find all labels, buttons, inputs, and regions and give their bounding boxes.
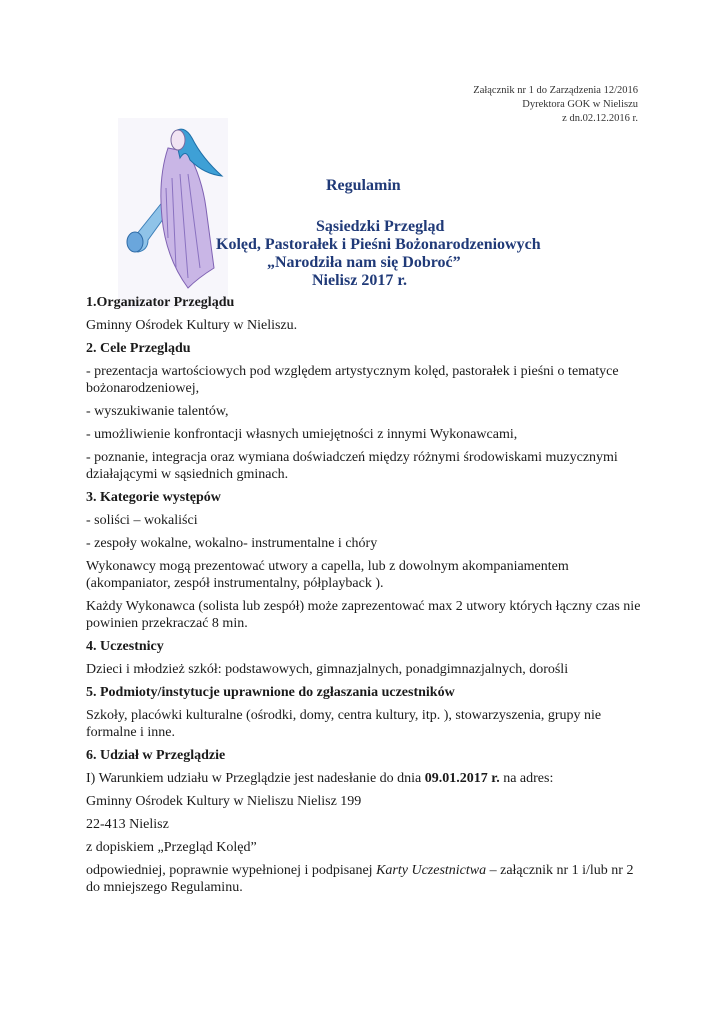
angel-drawing [118, 118, 228, 308]
section-3-item-2: - zespoły wokalne, wokalno- instrumentalne i chóry [86, 536, 378, 551]
section-5-text: Szkoły, placówki kulturalne (ośrodki, domy, centra kultury, itp. ), stowarzyszenia, grupy nie formalne i inne. [86, 708, 602, 740]
section-6-heading: 6. Udział w Przeglądzie [86, 748, 226, 763]
section-4-text: Dzieci i młodzież szkół: podstawowych, gimnazjalnych, ponadgimnazjalnych, dorośli [86, 662, 569, 677]
subtitle-line-2: Kolęd, Pastorałek i Pieśni Bożonarodzeniowych [216, 236, 541, 253]
section-2-item-2: - wyszukiwanie talentów, [86, 404, 229, 419]
subtitle-line-1: Sąsiedzki Przegląd [316, 218, 445, 235]
section-1-text: Gminny Ośrodek Kultury w Nieliszu. [86, 318, 298, 333]
address-line-1: Gminny Ośrodek Kultury w Nieliszu Nielisz 199 [86, 794, 362, 809]
section-4-heading: 4. Uczestnicy [86, 639, 164, 654]
section-6-deadline [86, 770, 642, 787]
section-2-item-1: - prezentacja wartościowych pod względem artystycznym kolęd, pastorałek i pieśni o tematyce bożonarodzeniowej, [86, 364, 619, 396]
section-3-item-1: - soliści – wokaliści [86, 513, 198, 528]
section-5-heading: 5. Podmioty/instytucje uprawnione do zgłaszania uczestników [86, 685, 455, 700]
section-1-heading: 1.Organizator Przeglądu [86, 295, 235, 310]
deadline-tail: na adres: [499, 771, 554, 786]
form-text-tail: – załącznik nr 1 i/lub nr 2 do mniejszego Regulaminu. [86, 863, 634, 895]
subtitle-line-3: „Narodziła nam się Dobroć” [267, 254, 461, 271]
address-line-2: 22-413 Nielisz [86, 817, 169, 832]
section-3-text-2: Każdy Wykonawca (solista lub zespół) może zaprezentować max 2 utwory których łączny czas nie powinien przekraczać 8 min. [86, 599, 641, 631]
annex-line-1: Załącznik nr 1 do Zarządzenia 12/2016 [473, 85, 638, 96]
deadline-date: 09.01.2017 r. [424, 771, 500, 786]
form-text-lead: odpowiedniej, poprawnie wypełnionej i podpisanej [86, 863, 377, 878]
section-3-heading: 3. Kategorie występów [86, 490, 221, 505]
address-note: z dopiskiem „Przegląd Kolęd” [86, 840, 257, 855]
deadline-lead: I) Warunkiem udziału w Przeglądzie jest nadesłanie do dnia [86, 771, 425, 786]
annex-line-3: z dn.02.12.2016 r. [562, 113, 638, 124]
section-2-heading: 2. Cele Przeglądu [86, 341, 191, 356]
form-card-name: Karty Uczestnictwa [376, 863, 487, 878]
section-2-item-4: - poznanie, integracja oraz wymiana doświadczeń między różnymi środowiskami muzycznymi działającymi w sąsiednich gminach. [86, 450, 618, 482]
document-title: Regulamin [326, 177, 401, 194]
section-2-item-3: - umożliwienie konfrontacji własnych umiejętności z innymi Wykonawcami, [86, 427, 518, 442]
annex-line-2: Dyrektora GOK w Nieliszu [522, 99, 638, 110]
subtitle-line-4: Nielisz 2017 r. [312, 272, 407, 289]
regulation-body [86, 294, 642, 902]
section-6-form-text [86, 862, 642, 896]
section-3-text-1: Wykonawcy mogą prezentować utwory a capella, lub z dowolnym akompaniamentem (akompaniator, zespół instrumentalny, półplayback ). [86, 559, 569, 591]
annex-note [473, 84, 638, 126]
